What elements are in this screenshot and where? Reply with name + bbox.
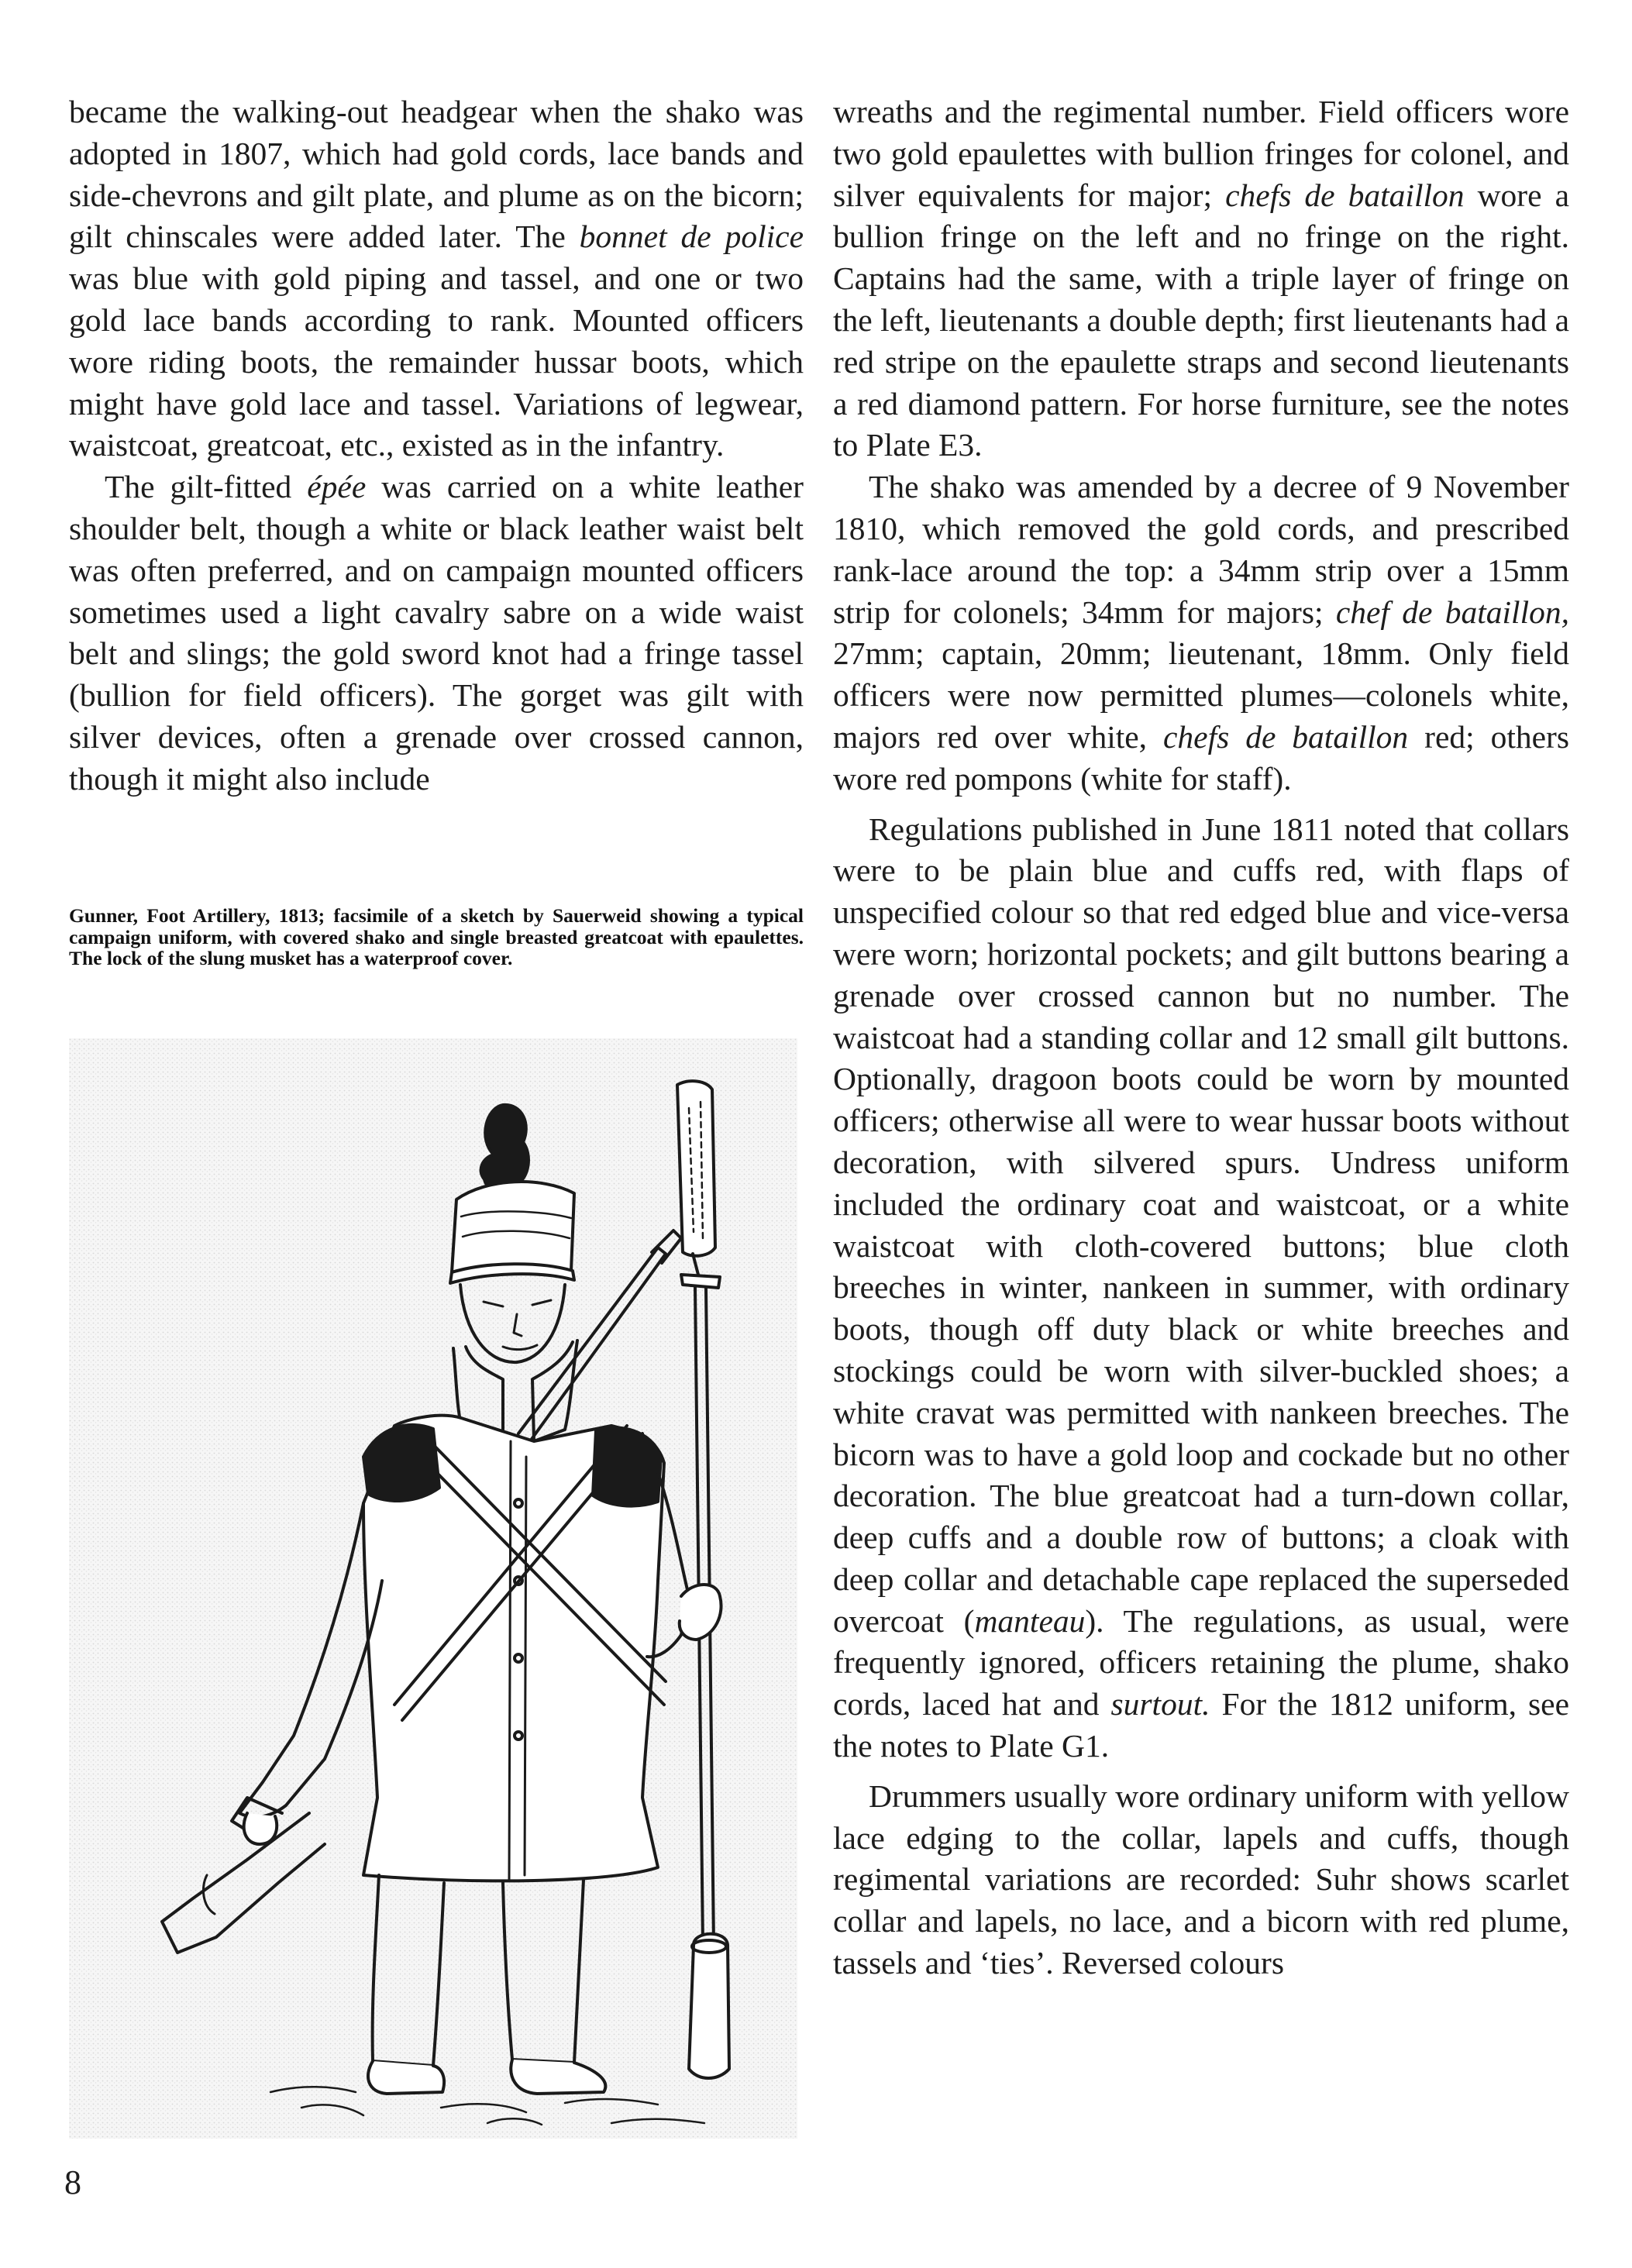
text-run: was carried on a white leather shoulder belt, though a white or black leather waist belt was often preferred, and on campaign mounted officers sometimes used a light cavalry sabre on a wide waist belt and slings; the gold sword knot had a fringe tassel (bullion for field officers). The gorget was gilt with silver devices, often a grenade over crossed cannon, though it might also include xyxy=(69,469,804,797)
paragraph-5 xyxy=(833,809,1569,1767)
text-run: wore a bullion fringe on the left and no fringe on the right. Captains had the same, with a triple layer of fringe on the left, lieutenants a double depth; first lieutenants had a red stripe on the epaulette straps and second lieutenants a red diamond pattern. For horse furniture, see the notes to Plate E3. xyxy=(833,177,1569,463)
page-number: 8 xyxy=(64,2163,81,2201)
text-run: The gilt-fitted xyxy=(105,469,308,505)
paragraph-1 xyxy=(69,91,804,466)
figure-caption: Gunner, Foot Artillery, 1813; facsimile of a sketch by Sauerweid showing a typical campaign uniform, with covered shako and single breasted greatcoat with epaulettes. The lock of the slung musket has a waterproof cover. xyxy=(69,904,804,969)
gunner-sketch xyxy=(69,1038,797,2139)
text-run: red; others wore red pompons (white for staff). xyxy=(833,718,1569,797)
paragraph-3 xyxy=(833,91,1569,466)
left-text-column xyxy=(69,91,804,800)
italic-term: épée xyxy=(307,469,367,505)
right-text-column xyxy=(833,91,1569,1984)
italic-term: chefs de bataillon xyxy=(1225,177,1465,213)
greatcoat xyxy=(363,1416,666,1881)
italic-term: bonnet de police xyxy=(579,219,804,255)
text-run: wreaths and the regimental number. Field officers wore two gold epaulettes with bullion fringes for colonel, and silver equivalents for major; xyxy=(833,94,1569,213)
text-run: became the walking-out headgear when the shako was adopted in 1807, which had gold cords, lace bands and side-chevrons and gilt plate, and plume as on the bicorn; gilt chinscales were added later. The xyxy=(69,94,804,255)
italic-term: manteau xyxy=(974,1602,1086,1639)
italic-term: chefs de bataillon xyxy=(1163,718,1409,755)
text-run: For the 1812 uniform, see the notes to Plate G1. xyxy=(833,1686,1569,1764)
text-run: 27mm; captain, 20mm; lieutenant, 18mm. Only field officers were now permitted plumes—colonels white, majors red over white, xyxy=(833,635,1569,755)
italic-term: chef de bataillon, xyxy=(1335,594,1569,630)
text-run: was blue with gold piping and tassel, and one or two gold lace bands according to rank. Mounted officers wore riding boots, the remainder hussar boots, which might have gold lace and tassel. Variations of legwear, waistcoat, greatcoat, etc., existed as in the infantry. xyxy=(69,260,804,463)
paragraph-4 xyxy=(833,466,1569,800)
text-run: Drummers usually wore ordinary uniform with yellow lace edging to the collar, lapels and cuffs, though regimental variations are recorded: Suhr shows scarlet collar and lapels, no lace, and a bicorn with red plume, tassels and ‘ties’. Reversed colours xyxy=(833,1778,1569,1981)
italic-term: surtout. xyxy=(1110,1686,1210,1723)
paragraph-6 xyxy=(833,1776,1569,1984)
gunner-sketch-illustration xyxy=(69,1038,797,2139)
text-run: The shako was amended by a decree of 9 November 1810, which removed the gold cords, and prescribed rank-lace around the top: a 34mm strip over a 15mm strip for colonels; 34mm for majors; xyxy=(833,469,1569,630)
text-run: Regulations published in June 1811 noted that collars were to be plain blue and cuffs red, with flaps of unspecified colour so that red edged blue and vice-versa were worn; horizontal pockets; and gilt buttons bearing a grenade over crossed cannon but no number. The waistcoat had a standing collar and 12 small gilt buttons. Optionally, dragoon boots could be worn by mounted officers; otherwise all were to wear hussar boots without decoration, with silvered spurs. Undress uniform included the ordinary coat and waistcoat, or a white waistcoat with cloth-covered buttons; blue cloth breeches in winter, nankeen in summer, with ordinary boots, though off duty black or white breeches and stockings could be worn with silver-buckled shoes; a white cravat was permitted with nankeen breeches. The bicorn was to have a gold loop and cockade but no other decoration. The blue greatcoat had a turn-down collar, deep cuffs and a double row of buttons; a cloak with deep collar and detachable cape replaced the superseded overcoat ( xyxy=(833,810,1569,1639)
paragraph-2 xyxy=(69,466,804,800)
text-run: ). The regulations, as usual, were frequently ignored, officers retaining the plume, shako cords, laced hat and xyxy=(833,1602,1569,1723)
